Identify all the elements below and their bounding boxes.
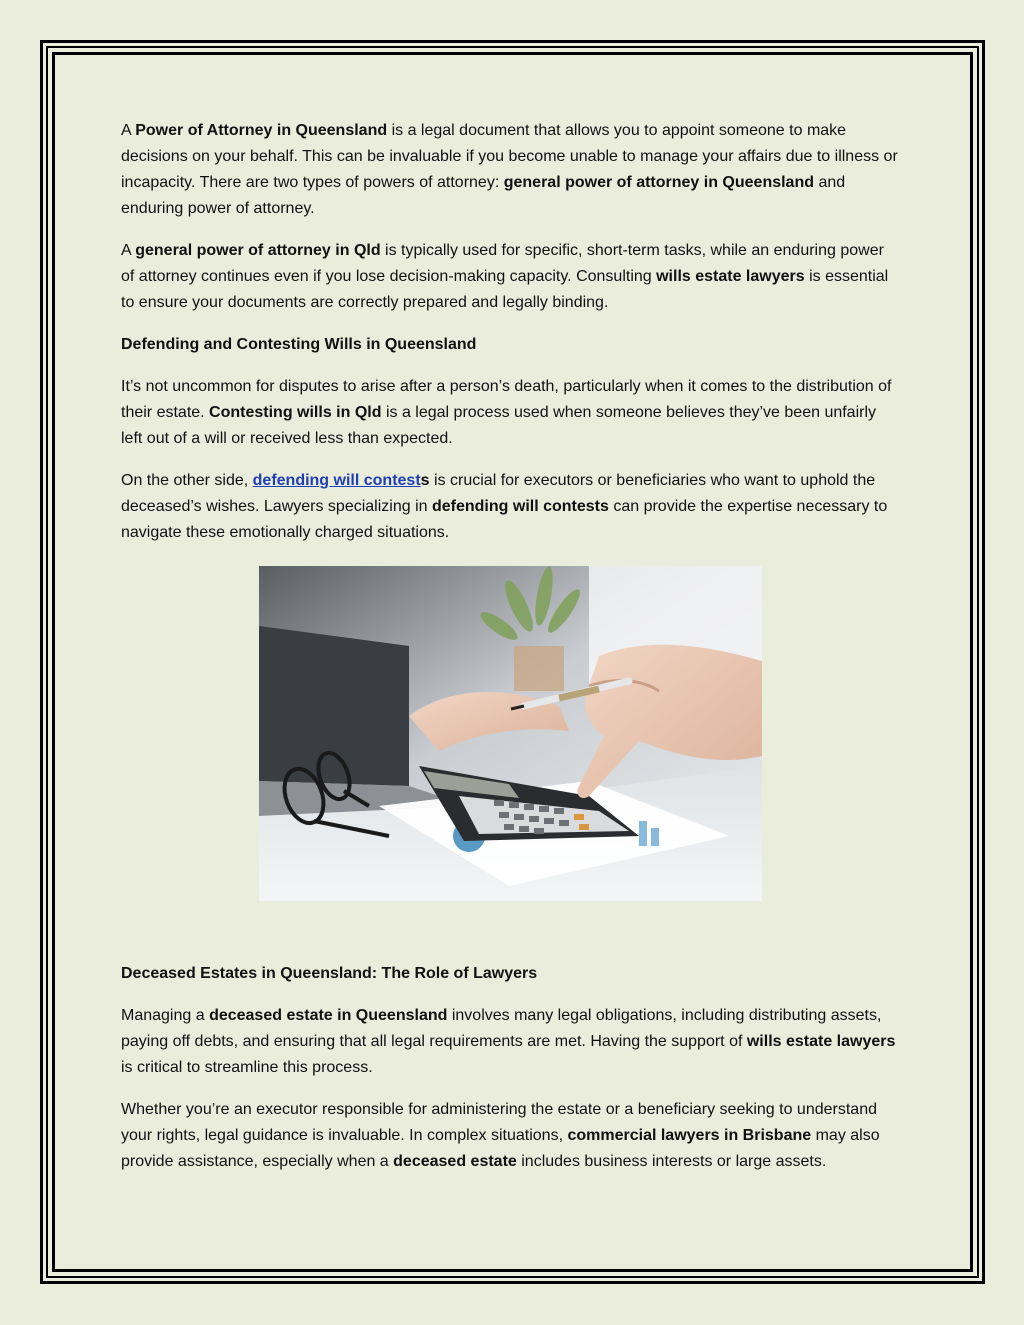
bold-term: Power of Attorney in Queensland [135,122,388,139]
paragraph-general-poa: A general power of attorney in Qld is typically used for specific, short-term tasks, while an enduring power of attorney continues even if you lose decision-making capacity. Consulting wills estate lawyers is essential to ensure your documents are correctly prepared and legally binding. [121,242,889,311]
bold-term: commercial lawyers in Brisbane [567,1127,812,1144]
section-heading-defending-contesting: Defending and Contesting Wills in Queensland [121,336,477,353]
bold-term: wills estate lawyers [656,268,805,285]
document-body [121,118,899,901]
bold-term: deceased estate in Queensland [209,1007,448,1024]
paragraph-defending-wills: On the other side, defending will contests is crucial for executors or beneficiaries who want to uphold the deceased’s wishes. Lawyers specializing in defending will contests can provide the expertise necessary to navigate these emotionally charged situations. [121,472,888,541]
bold-term: general power of attorney in Qld [135,242,381,259]
deceased-estates-section [121,961,899,1191]
calculator-photo [259,566,762,901]
bold-term: defending will contests [431,498,609,515]
bold-term: wills estate lawyers [746,1033,896,1050]
paragraph-deceased-estate: Managing a deceased estate in Queensland involves many legal obligations, including distributing assets, paying off debts, and ensuring that all legal requirements are met. Having the support of wills estate lawyers is critical to streamline this process. [121,1007,896,1076]
section-heading-deceased-estates: Deceased Estates in Queensland: The Role of Lawyers [121,965,538,982]
paragraph-executor-guidance: Whether you’re an executor responsible for administering the estate or a beneficiary seeking to understand your rights, legal guidance is invaluable. In complex situations, commercial lawyers in Brisbane may also provide assistance, especially when a deceased estate includes business interests or large assets. [121,1101,880,1170]
bold-term: deceased estate [393,1153,517,1170]
paragraph-power-of-attorney: A Power of Attorney in Queensland is a legal document that allows you to appoint someone to make decisions on your behalf. This can be invaluable if you become unable to manage your affairs due to illness or incapacity. There are two types of powers of attorney: general power of attorney in Queensland and enduring power of attorney. [121,122,898,217]
defending-will-contests-link[interactable]: defending will contest [252,472,421,489]
paragraph-contesting-wills: It’s not uncommon for disputes to arise after a person’s death, particularly when it comes to the distribution of their estate. Contesting wills in Qld is a legal process used when someone believes they’ve been unfairly left out of a will or received less than expected. [121,378,892,447]
bold-term: Contesting wills in Qld [209,404,382,421]
bold-term: general power of attorney in Queensland [503,174,814,191]
